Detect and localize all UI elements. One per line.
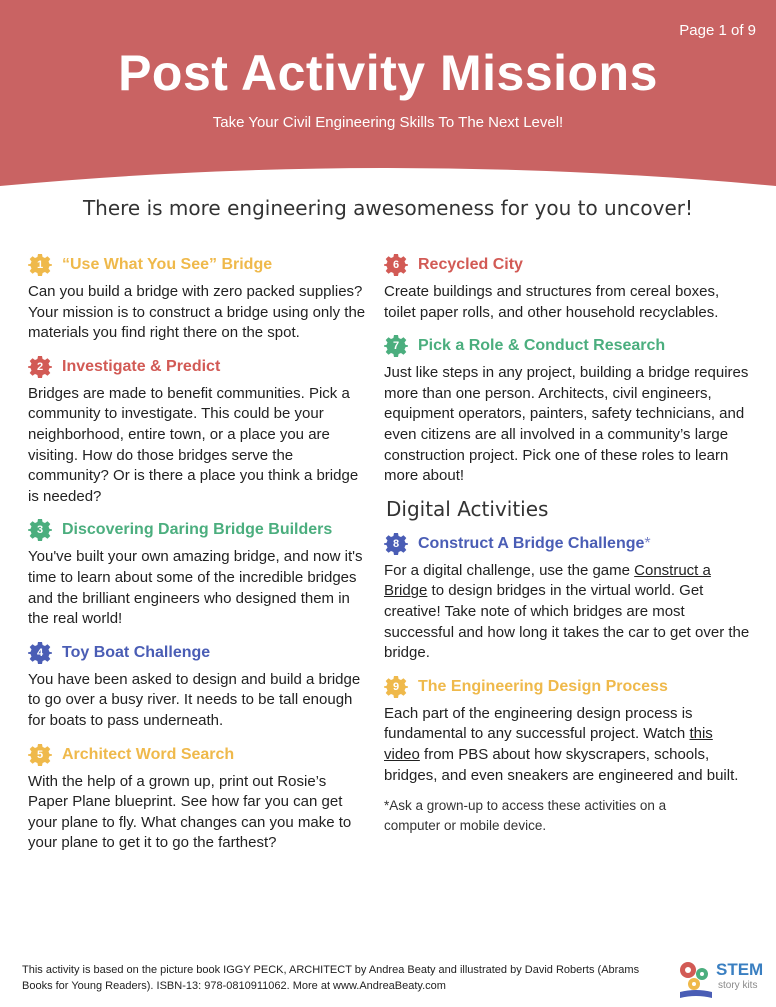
tagline: There is more engineering awesomeness for you to uncover!: [82, 196, 694, 220]
mission-body: Create buildings and structures from cereal boxes, toilet paper rolls, and other household recyclables.: [384, 283, 720, 321]
mission-1: [28, 252, 368, 344]
mission-3: [28, 517, 368, 629]
gear-badge-icon: [28, 743, 52, 767]
logo-text-story-kits: story kits: [718, 980, 758, 991]
page-subtitle: Take Your Civil Engineering Skills To The Next Level!: [212, 114, 564, 131]
footer-credit: This activity is based on the picture book IGGY PECK, ARCHITECT by Andrea Beaty and illustrated by David Roberts (Abrams Books for Young Readers). ISBN-13: 978-0810911062. More at www.AndreaBeaty.com: [22, 964, 640, 992]
mission-body: Just like steps in any project, building a bridge requires more than one person. Architects, civil engineers, equipment operators, painters, safety technicians, and even citizens are all involved in a community’s large construction project. Pick one of these roles to learn more about!: [384, 364, 749, 485]
mission-body: You have been asked to design and build a bridge to go over a busy river. It needs to be tall enough for boats to pass underneath.: [28, 670, 361, 729]
mission-number: 3: [36, 524, 44, 537]
right-column: [384, 252, 752, 836]
mission-6: [384, 252, 752, 323]
mission-body: Can you build a bridge with zero packed supplies? Your mission is to construct a bridge using only the materials you find right there on the spot.: [28, 283, 366, 342]
left-column: [28, 252, 368, 864]
mission-9: [384, 674, 752, 786]
gear-badge-icon: [28, 641, 52, 665]
body-text-pre: For a digital challenge, use the game: [384, 561, 635, 579]
digital-activities-heading: Digital Activities: [386, 496, 549, 521]
asterisk: *: [644, 534, 651, 552]
mission-number: 5: [36, 748, 44, 761]
header-banner: [0, 0, 776, 190]
mission-title: Architect Word Search: [62, 745, 235, 763]
gear-badge-icon: [384, 334, 408, 358]
page-number: Page 1 of 9: [679, 22, 756, 39]
mission-number: 6: [392, 259, 400, 271]
mission-body: [384, 561, 752, 664]
mission-number: 9: [392, 680, 400, 693]
mission-title: [418, 535, 651, 553]
mission-5: [28, 742, 368, 854]
gear-badge-icon: [384, 253, 408, 277]
mission-body: [384, 704, 752, 786]
mission-body: Bridges are made to benefit communities. Pick a community to investigate. This could be your neighborhood, entire town, or a place you are visiting. How do those bridges serve the community? Or is there a place you think a bridge is needed?: [28, 384, 359, 505]
mission-title: Investigate & Predict: [62, 357, 221, 375]
stem-story-kits-logo: [676, 958, 766, 1002]
mission-title-text: Construct A Bridge Challenge: [418, 534, 645, 552]
mission-title: The Engineering Design Process: [418, 677, 668, 695]
footnote: *Ask a grown-up to access these activities on a computer or mobile device.: [384, 798, 667, 834]
mission-body: You've built your own amazing bridge, and now it's time to learn about some of the incredible bridges and the brilliant engineers who designed them in the real world!: [28, 548, 363, 628]
mission-title: Discovering Daring Bridge Builders: [62, 521, 333, 539]
mission-number: 1: [36, 259, 44, 271]
mission-7: [384, 333, 752, 487]
mission-number: 7: [392, 340, 400, 353]
gear-badge-icon: [384, 675, 408, 699]
mission-number: 2: [36, 360, 44, 373]
mission-2: [28, 354, 368, 508]
body-text-post: from PBS about how skyscrapers, schools, bridges, and even sneakers are engineered and built.: [384, 745, 739, 784]
logo-text-stem: STEM: [716, 960, 764, 979]
body-text-post: to design bridges in the virtual world. Get creative! Take note of which bridges are most successful and how long it takes the car to get over the bridge.: [384, 582, 750, 662]
body-text-pre: Each part of the engineering design process is fundamental to any successful project. Watch: [384, 704, 693, 743]
gear-badge-icon: [28, 518, 52, 542]
mission-body: With the help of a grown up, print out Rosie’s Paper Plane blueprint. See how far you can get your plane to fly. What changes can you make to your plane to get it to go the farthest?: [28, 772, 352, 852]
page-title: Post Activity Missions: [118, 45, 658, 101]
this-video-link[interactable]: this video: [384, 725, 713, 763]
mission-title: Recycled City: [418, 256, 523, 273]
gears-icon: [676, 958, 716, 1002]
mission-title: Pick a Role & Conduct Research: [418, 337, 666, 355]
gear-badge-icon: [28, 253, 52, 277]
construct-a-bridge-link[interactable]: Construct a Bridge: [384, 561, 711, 600]
gear-badge-icon: [28, 355, 52, 379]
mission-4: [28, 640, 368, 732]
mission-number: 8: [392, 537, 400, 550]
mission-title: “Use What You See” Bridge: [62, 256, 273, 273]
mission-8: [384, 531, 752, 664]
mission-number: 4: [36, 646, 44, 659]
gear-badge-icon: [384, 532, 408, 556]
mission-title: Toy Boat Challenge: [62, 643, 211, 661]
